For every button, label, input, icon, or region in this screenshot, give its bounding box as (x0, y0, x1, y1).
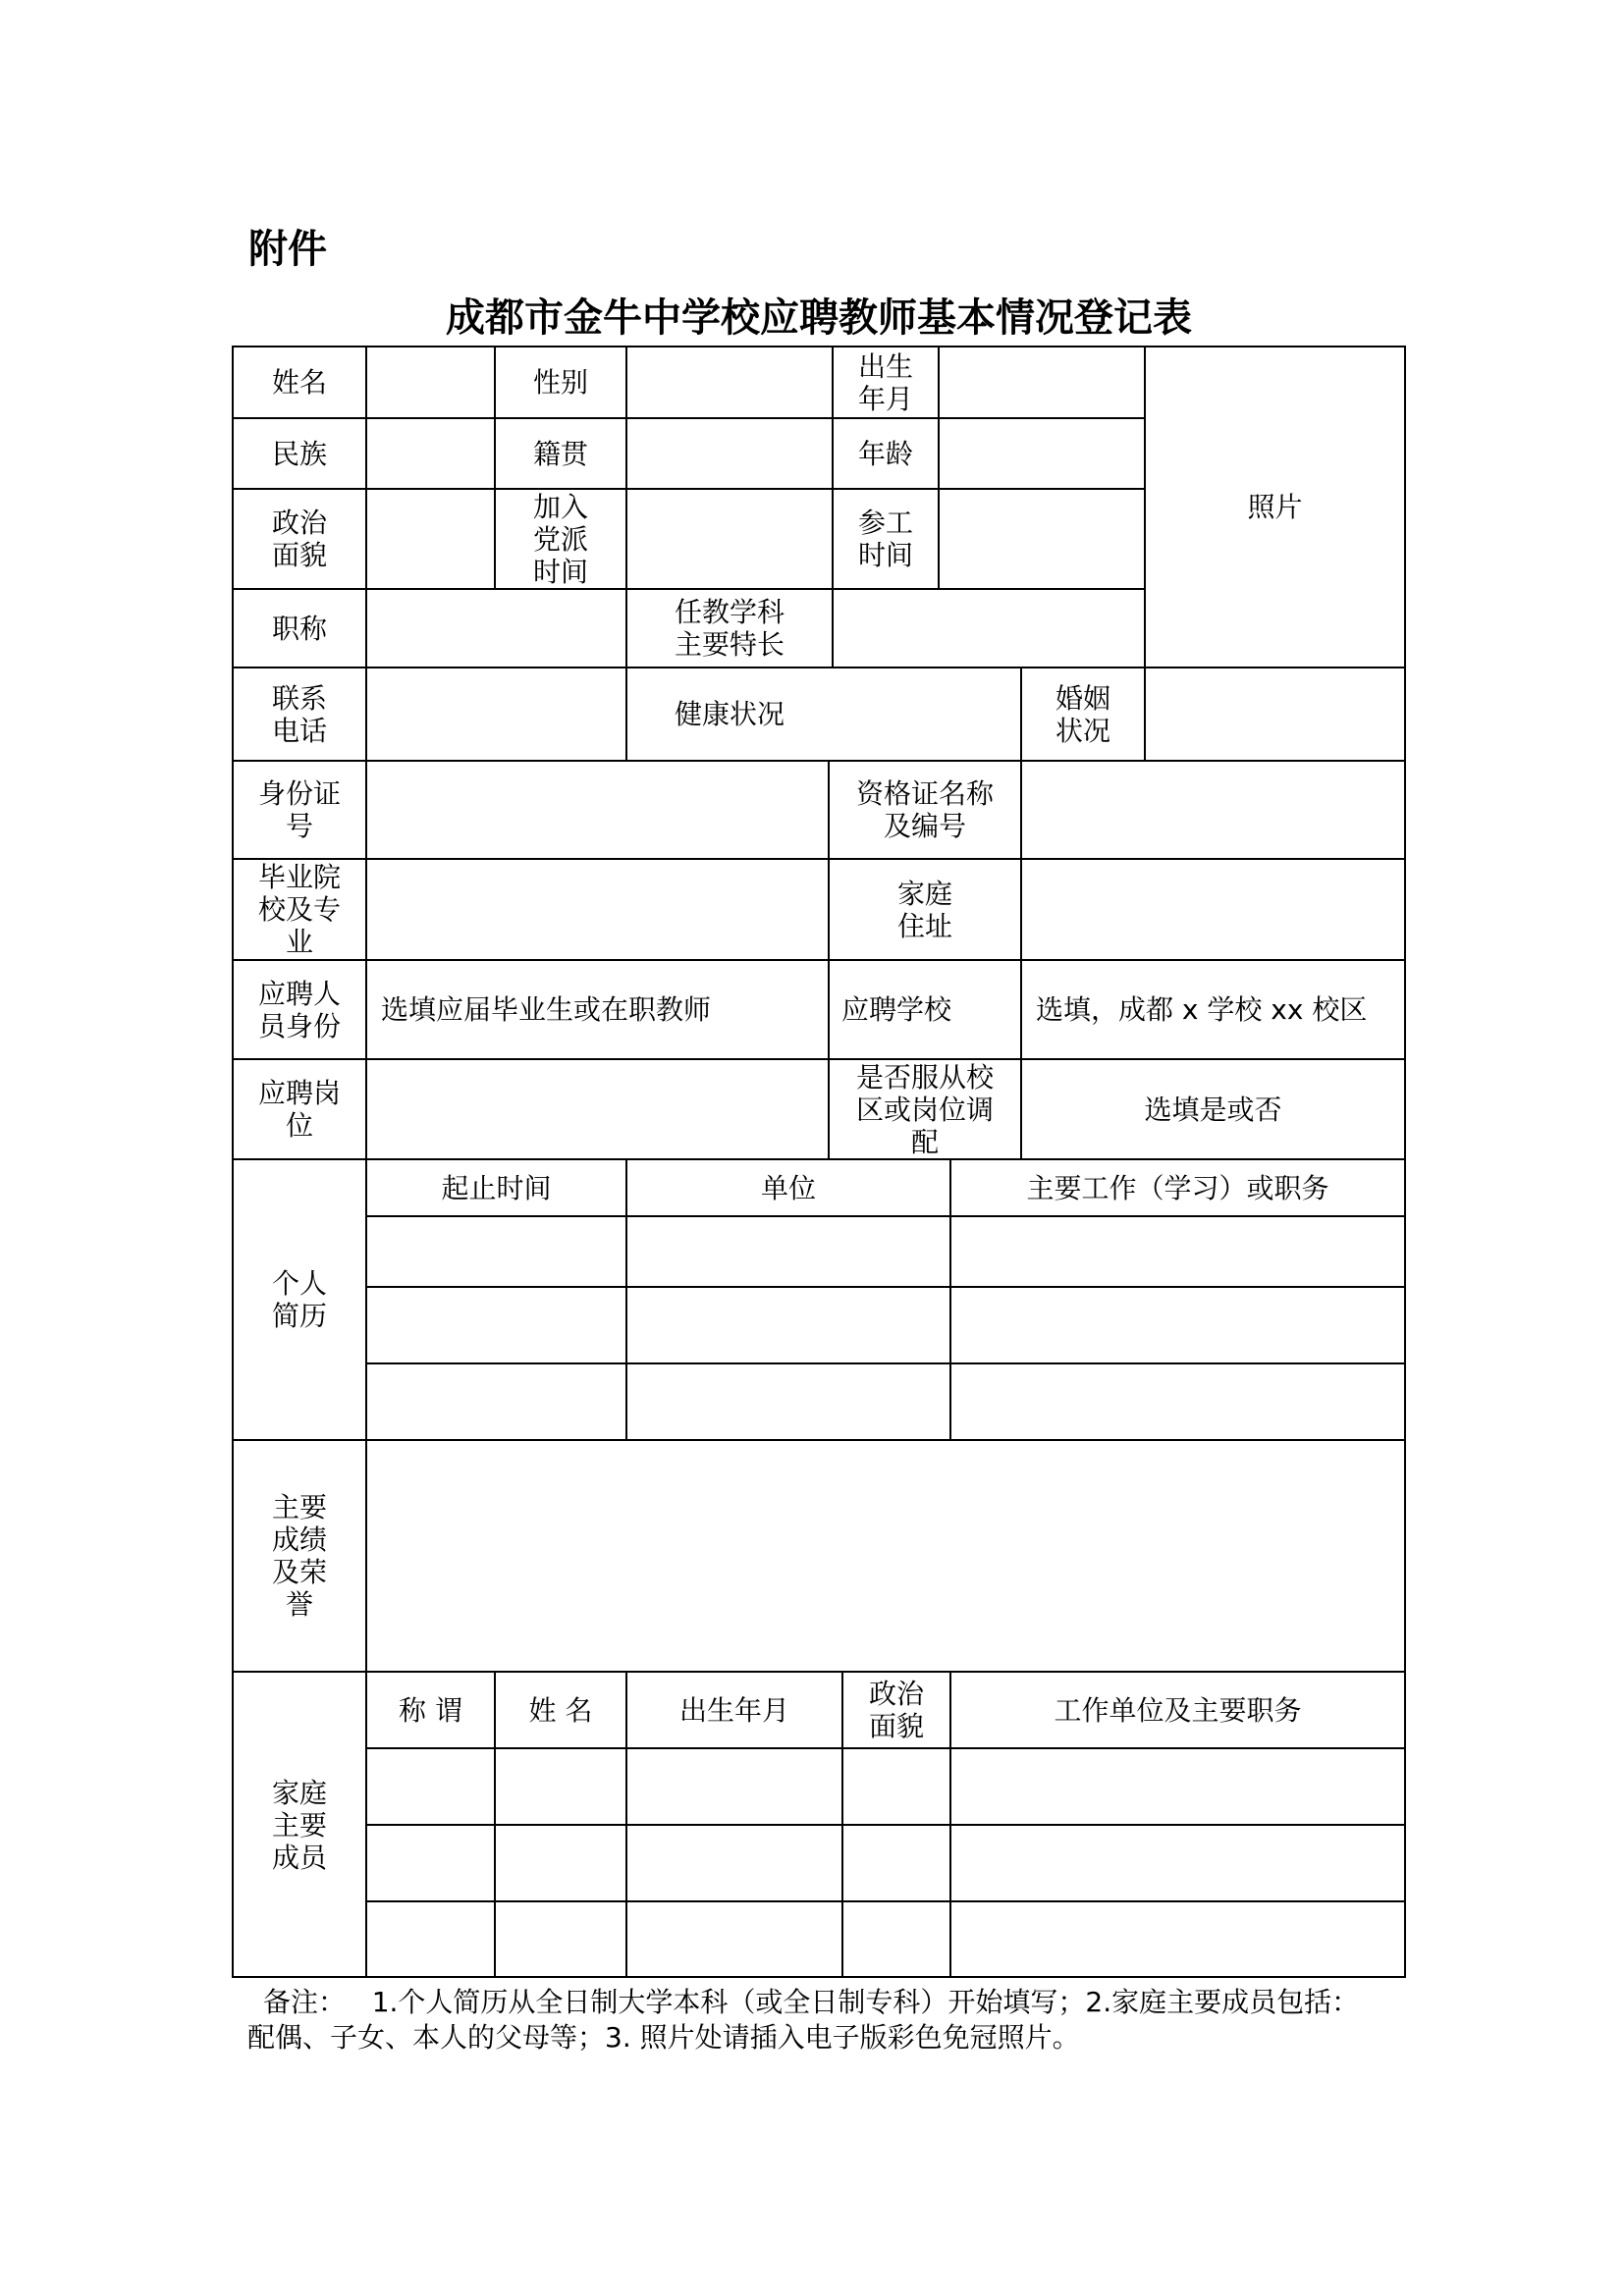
native-place-field[interactable] (627, 419, 832, 488)
resume-cell[interactable] (951, 1217, 1404, 1286)
ethnicity-label: 民族 (271, 437, 327, 470)
resume-cell[interactable] (367, 1217, 625, 1286)
family-cell[interactable] (951, 1826, 1404, 1900)
family-cell[interactable] (367, 1749, 494, 1824)
family-cell[interactable] (627, 1826, 841, 1900)
family-cell[interactable] (951, 1749, 1404, 1824)
work-start-label: 参工 时间 (857, 507, 913, 571)
resume-cell[interactable] (627, 1217, 949, 1286)
phone-label: 联系 电话 (271, 681, 327, 747)
resume-section-label: 个人 简历 (271, 1267, 327, 1332)
birth-label: 出生 年月 (857, 349, 913, 415)
resume-cell[interactable] (627, 1288, 949, 1362)
note-line-2: 配偶、子女、本人的父母等；3. 照片处请插入电子版彩色免冠照片。 (247, 2021, 1080, 2054)
address-label: 家庭 住址 (896, 877, 952, 942)
title-label: 职称 (271, 612, 327, 645)
registration-form (232, 346, 1406, 1978)
achievements-label: 主要 成绩 及荣 誉 (271, 1491, 327, 1621)
applicant-identity-label: 应聘人 员身份 (257, 977, 341, 1042)
family-cell[interactable] (496, 1826, 625, 1900)
title-field[interactable] (367, 590, 625, 667)
attachment-label: 附件 (248, 227, 327, 272)
resume-cell[interactable] (627, 1364, 949, 1439)
position-label: 应聘岗 位 (257, 1077, 341, 1142)
party-join-label: 加入 党派 时间 (532, 490, 588, 588)
graduate-label: 毕业院 校及专 业 (257, 861, 341, 958)
address-field[interactable] (1022, 860, 1404, 959)
name-label: 姓名 (271, 366, 327, 399)
marriage-label: 婚姻 状况 (1055, 681, 1110, 747)
school-field[interactable]: 选填，成都 x 学校 xx 校区 (1036, 993, 1368, 1026)
family-cell[interactable] (627, 1902, 841, 1978)
work-start-field[interactable] (940, 490, 1144, 588)
birth-field[interactable] (940, 347, 1144, 417)
family-cell[interactable] (951, 1902, 1404, 1978)
resume-cell[interactable] (951, 1364, 1404, 1439)
school-label: 应聘学校 (841, 993, 952, 1026)
family-section-label: 家庭 主要 成员 (271, 1777, 327, 1874)
political-label: 政治 面貌 (271, 507, 327, 571)
family-cell[interactable] (496, 1749, 625, 1824)
political-field[interactable] (367, 490, 494, 588)
family-cell[interactable] (627, 1749, 841, 1824)
health-label: 健康状况 (674, 698, 785, 730)
family-cell[interactable] (843, 1749, 949, 1824)
family-cell[interactable] (496, 1902, 625, 1978)
cert-field[interactable] (1022, 762, 1404, 858)
family-col-relation: 称 谓 (399, 1693, 462, 1727)
name-field[interactable] (367, 347, 494, 417)
gender-label: 性别 (532, 366, 588, 399)
marriage-field[interactable] (1146, 668, 1404, 760)
graduate-field[interactable] (367, 860, 828, 959)
age-field[interactable] (940, 419, 1144, 488)
resume-cell[interactable] (367, 1364, 625, 1439)
resume-col-duty: 主要工作（学习）或职务 (1026, 1171, 1329, 1204)
age-label: 年龄 (857, 437, 913, 470)
applicant-identity-field[interactable]: 选填应届毕业生或在职教师 (381, 993, 712, 1026)
health-field[interactable] (834, 668, 1020, 760)
cert-label: 资格证名称 及编号 (855, 777, 994, 842)
id-field[interactable] (367, 762, 828, 858)
family-col-name: 姓 名 (528, 1693, 593, 1727)
family-cell[interactable] (367, 1902, 494, 1978)
family-cell[interactable] (843, 1902, 949, 1978)
position-field[interactable] (367, 1060, 828, 1158)
form-title: 成都市金牛中学校应聘教师基本情况登记表 (446, 295, 1192, 341)
ethnicity-field[interactable] (367, 419, 494, 488)
subject-field[interactable] (834, 590, 1144, 667)
photo-box[interactable] (1146, 347, 1404, 667)
obey-label: 是否服从校 区或岗位调 配 (855, 1060, 994, 1158)
resume-cell[interactable] (951, 1288, 1404, 1362)
party-join-field[interactable] (627, 490, 832, 588)
achievements-field[interactable] (367, 1441, 1404, 1671)
obey-field[interactable]: 选填是或否 (1144, 1093, 1282, 1126)
family-cell[interactable] (367, 1826, 494, 1900)
family-col-birth: 出生年月 (678, 1693, 789, 1727)
id-label: 身份证 号 (257, 777, 341, 842)
photo-label: 照片 (1247, 491, 1303, 523)
family-cell[interactable] (843, 1826, 949, 1900)
form-note (247, 1985, 1396, 2056)
resume-cell[interactable] (367, 1288, 625, 1362)
note-line-1: 备注： 1.个人简历从全日制大学本科（或全日制专科）开始填写；2.家庭主要成员包括： (263, 1986, 1360, 2018)
family-col-work: 工作单位及主要职务 (1054, 1693, 1302, 1727)
phone-field[interactable] (367, 668, 625, 760)
family-col-political: 政治 面貌 (868, 1678, 924, 1742)
resume-col-unit: 单位 (760, 1171, 816, 1204)
resume-col-period: 起止时间 (441, 1171, 552, 1204)
subject-label: 任教学科 主要特长 (674, 596, 785, 661)
native-place-label: 籍贯 (532, 437, 588, 470)
gender-field[interactable] (627, 347, 832, 417)
